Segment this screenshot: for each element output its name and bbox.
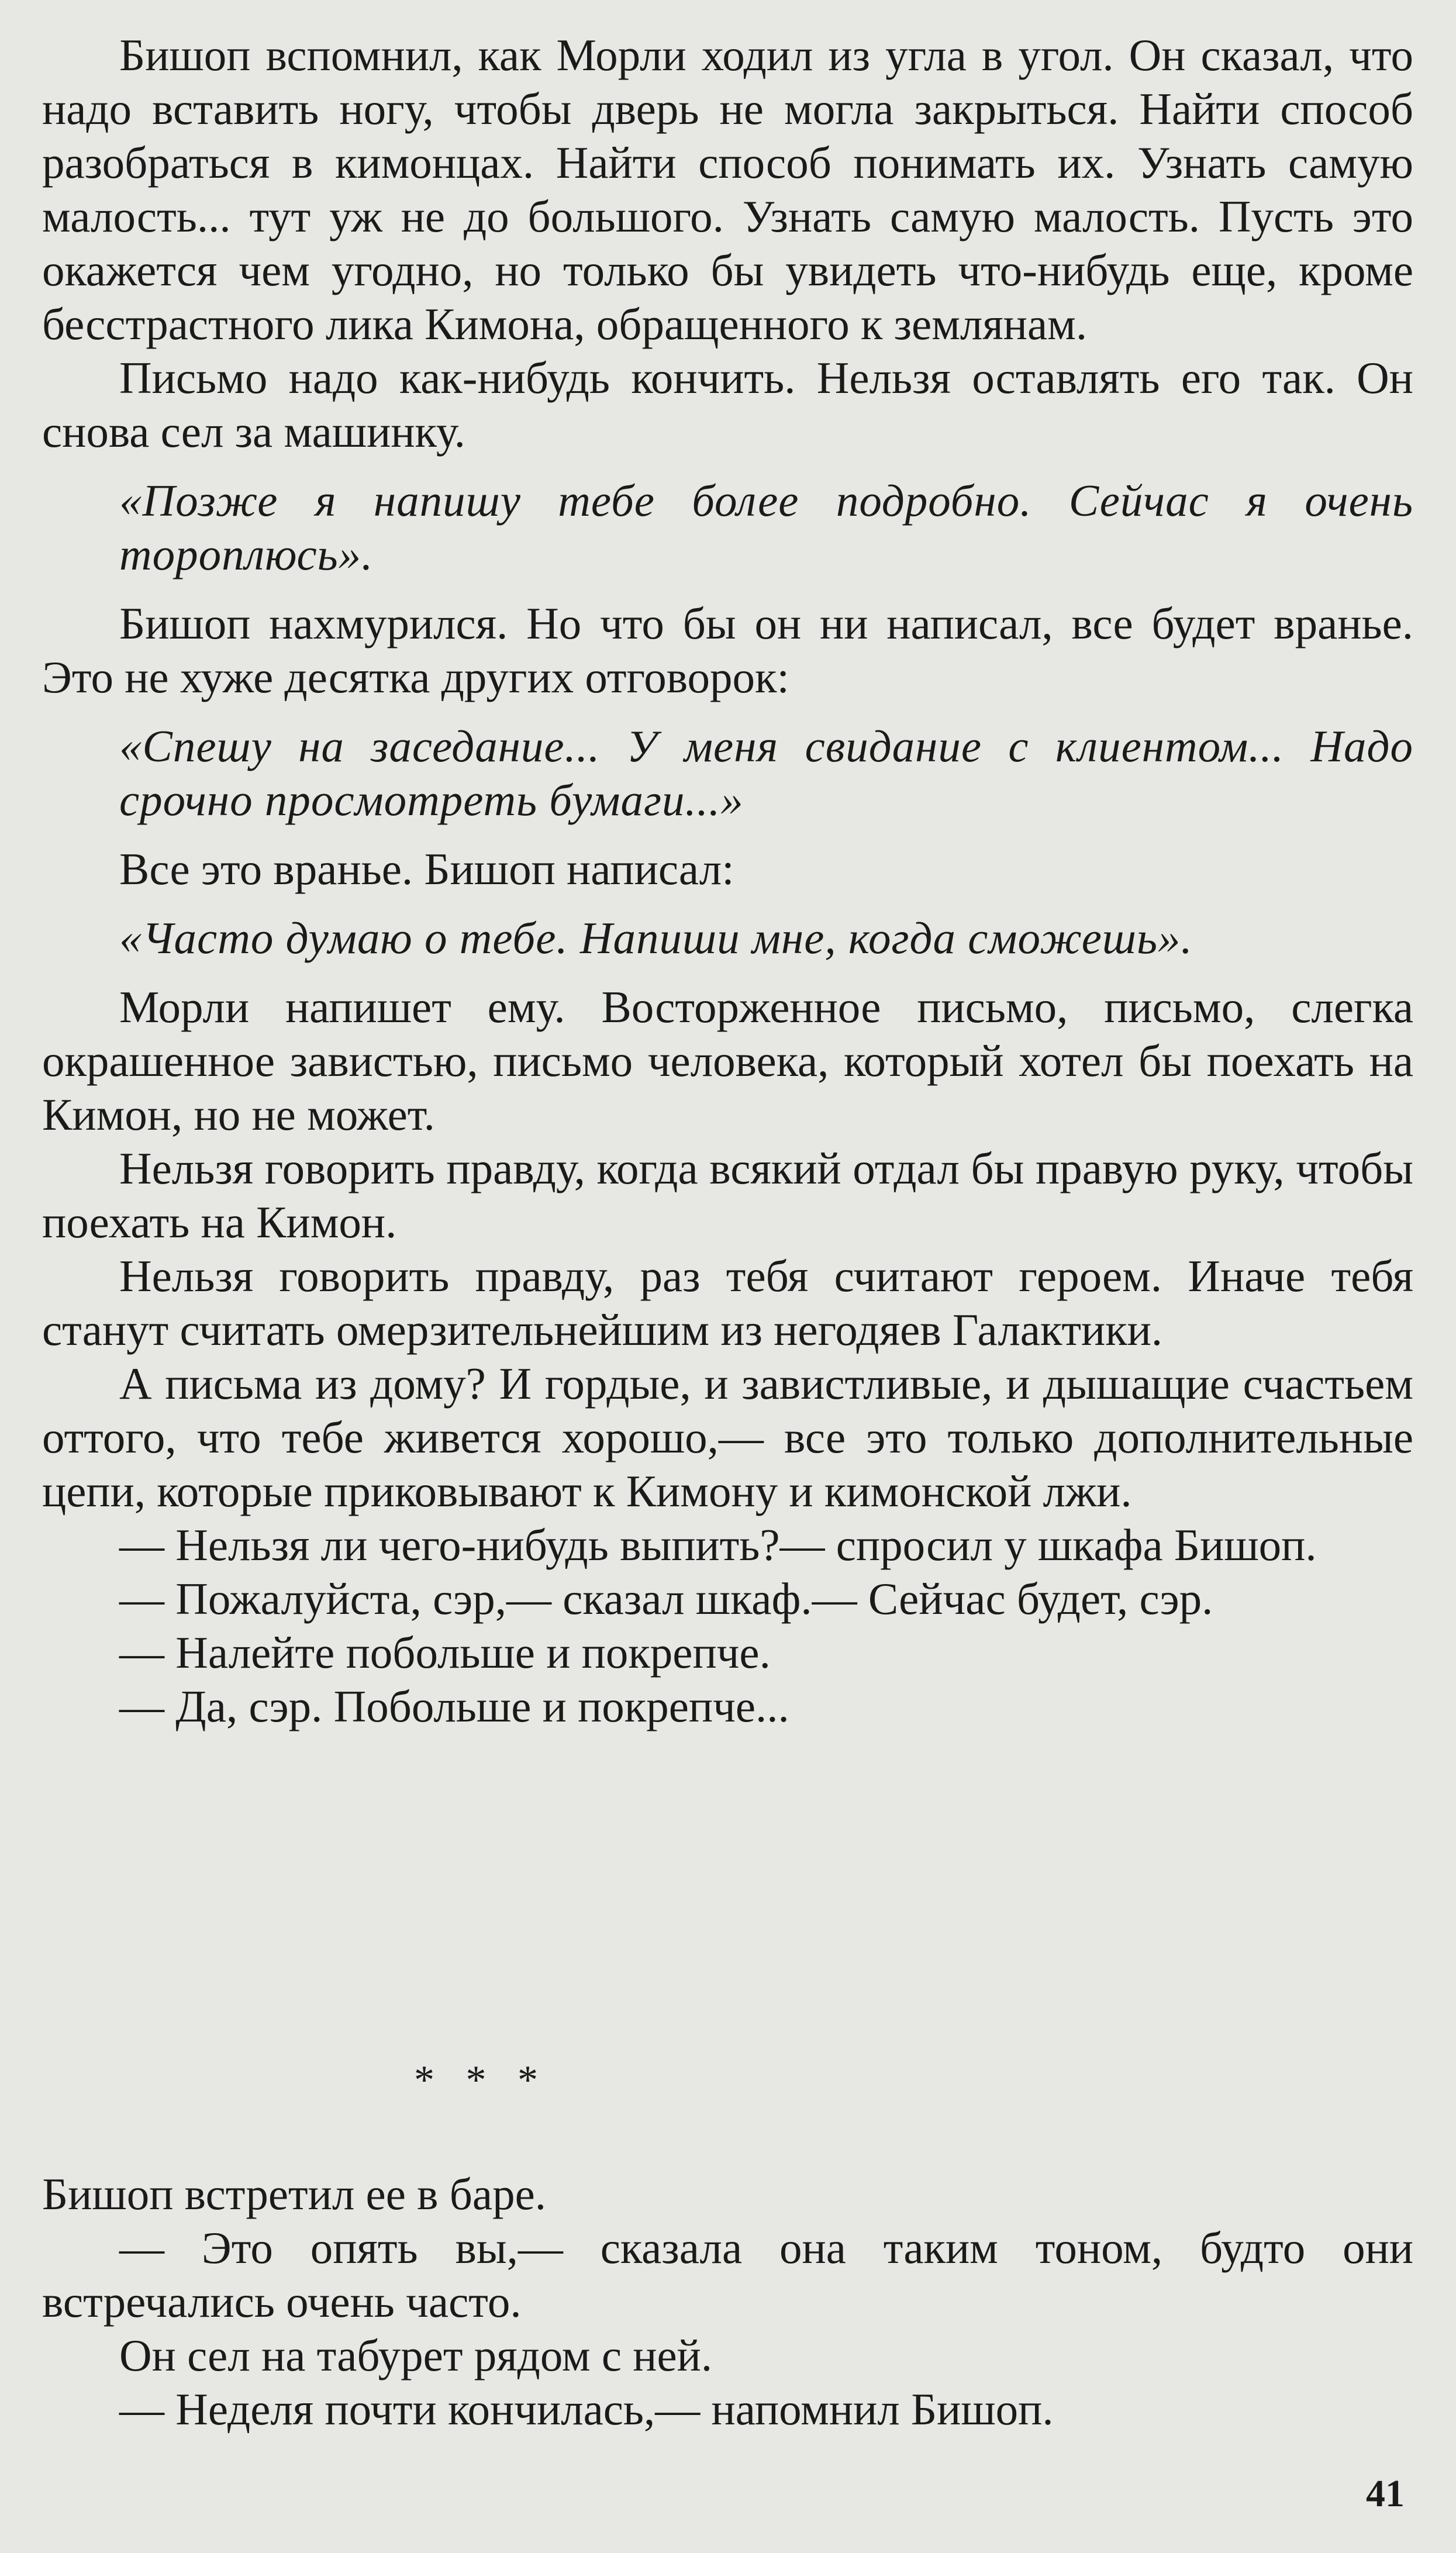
dialogue-line: — Пожалуйста, сэр,— сказал шкаф.— Сейчас будет, сэр. (119, 1574, 1213, 1624)
section-separator: * * * (414, 2058, 548, 2103)
text-section-2 (42, 2167, 1413, 2436)
dialogue-line: — Нельзя ли чего-нибудь выпить?— спросил у шкафа Бишоп. (119, 1520, 1317, 1570)
dialogue-line: — Неделя почти кончилась,— напомнил Бишоп. (119, 2384, 1054, 2434)
letter-quote: «Часто думаю о тебе. Напиши мне, когда сможешь». (119, 913, 1193, 963)
paragraph: Нельзя говорить правду, раз тебя считают героем. Иначе тебя станут считать омерзительнейшим из негодяев Галактики. (42, 1251, 1413, 1355)
paragraph: Он сел на табурет рядом с ней. (119, 2330, 713, 2380)
letter-quote: «Позже я напишу тебе более подробно. Сейчас я очень тороплюсь». (119, 475, 1413, 579)
text-section-1 (42, 28, 1413, 1733)
dialogue-line: — Это опять вы,— сказала она таким тоном, будто они встречались очень часто. (42, 2223, 1413, 2327)
dialogue-line: — Налейте побольше и покрепче. (119, 1627, 771, 1678)
letter-quote: «Спешу на заседание... У меня свидание с клиентом... Надо срочно просмотреть бумаги...» (119, 721, 1413, 825)
paragraph: Все это вранье. Бишоп написал: (119, 844, 734, 894)
paragraph: Бишоп нахмурился. Но что бы он ни написал, все будет вранье. Это не хуже десятка других отговорок: (42, 598, 1413, 702)
dialogue-line: — Да, сэр. Побольше и покрепче... (119, 1681, 789, 1731)
paragraph: Морли напишет ему. Восторженное письмо, письмо, слегка окрашенное завистью, письмо человека, который хотел бы поехать на Кимон, но не может. (42, 982, 1413, 1140)
paragraph: А письма из дому? И гордые, и завистливые, и дышащие счастьем оттого, что тебе живется хорошо,— все это только дополнительные цепи, которые приковывают к Кимону и кимонской лжи. (42, 1358, 1413, 1516)
paragraph: Письмо надо как-нибудь кончить. Нельзя оставлять его так. Он снова сел за машинку. (42, 353, 1413, 457)
paragraph: Бишоп встретил ее в баре. (42, 2169, 547, 2219)
paragraph: Бишоп вспомнил, как Морли ходил из угла в угол. Он сказал, что надо вставить ногу, чтобы дверь не могла закрыться. Найти способ разобраться в кимонцах. Найти способ понимать их. Узнать самую малость... тут уж не до большого. Узнать самую малость. Пусть это окажется чем угодно, но только бы увидеть что-нибудь еще, кроме бесстрастного лика Кимона, обращенного к землянам. (42, 30, 1413, 349)
paragraph: Нельзя говорить правду, когда всякий отдал бы правую руку, чтобы поехать на Кимон. (42, 1143, 1413, 1247)
page-number: 41 (1366, 2472, 1405, 2515)
